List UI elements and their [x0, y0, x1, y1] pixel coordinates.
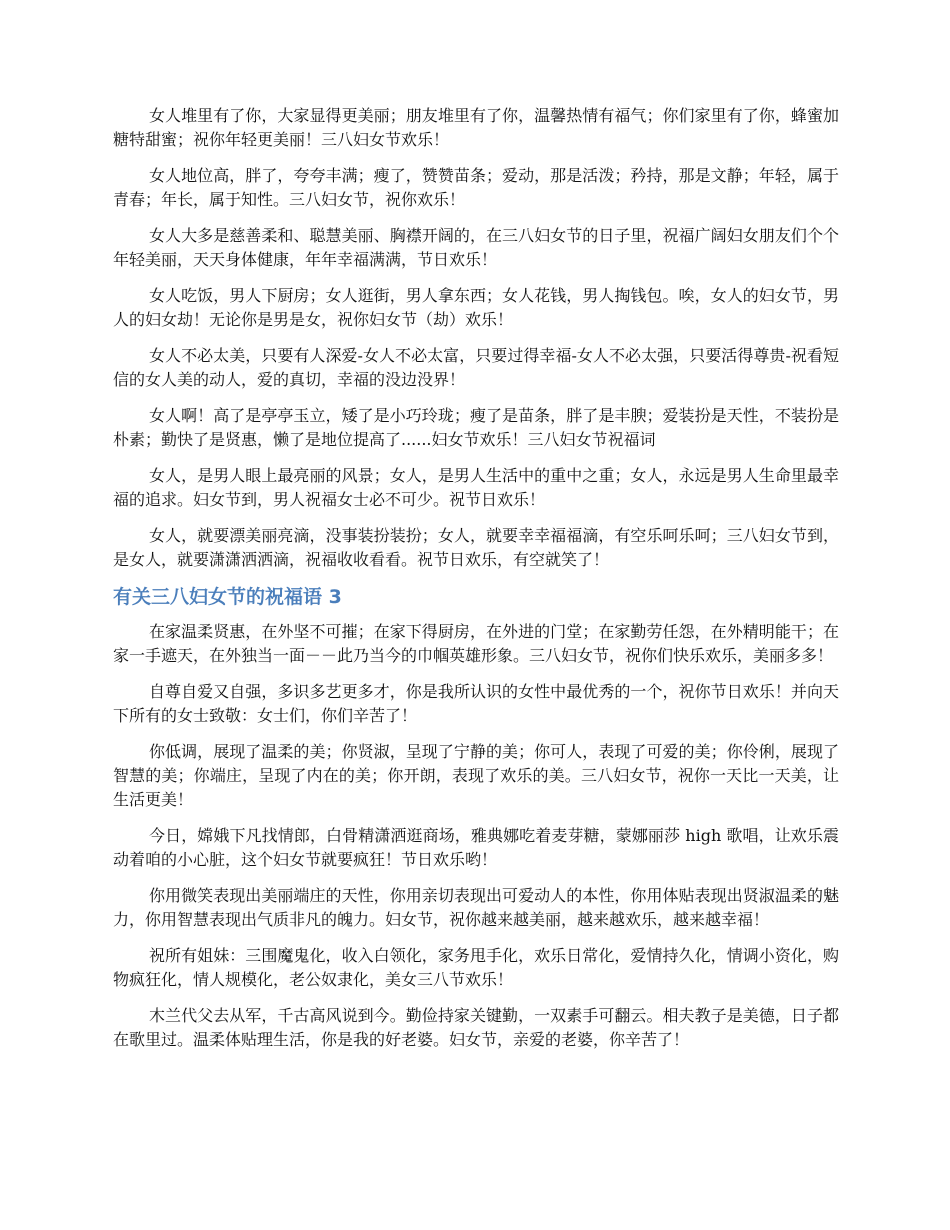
document-page [113, 104, 839, 1064]
section-heading: 有关三八妇女节的祝福语 3 [113, 586, 342, 608]
paragraph: 自尊自爱又自强，多识多艺更多才，你是我所认识的女性中最优秀的一个，祝你节日欢乐！并向天下所有的女士致敬：女士们，你们辛苦了！ [113, 682, 839, 725]
paragraph: 女人，是男人眼上最亮丽的风景；女人，是男人生活中的重中之重；女人，永远是男人生命里最幸福的追求。妇女节到，男人祝福女士必不可少。祝节日欢乐！ [113, 466, 839, 509]
paragraph: 今日，嫦娥下凡找情郎，白骨精潇洒逛商场，雅典娜吃着麦芽糖，蒙娜丽莎 high 歌唱，让欢乐震动着咱的小心脏，这个妇女节就要疯狂！节日欢乐哟！ [113, 826, 839, 869]
paragraph: 女人，就要漂美丽亮滴，没事装扮装扮；女人，就要幸幸福福滴，有空乐呵乐呵；三八妇女节到，是女人，就要潇潇洒洒滴，祝福收收看看。祝节日欢乐，有空就笑了！ [113, 526, 839, 569]
paragraph: 你用微笑表现出美丽端庄的天性，你用亲切表现出可爱动人的本性，你用体贴表现出贤淑温柔的魅力，你用智慧表现出气质非凡的魄力。妇女节，祝你越来越美丽，越来越欢乐，越来越幸福！ [113, 886, 839, 929]
paragraph: 女人不必太美，只要有人深爱-女人不必太富，只要过得幸福-女人不必太强，只要活得尊贵-祝看短信的女人美的动人，爱的真切，幸福的没边没界！ [113, 346, 839, 389]
paragraph: 女人大多是慈善柔和、聪慧美丽、胸襟开阔的，在三八妇女节的日子里，祝福广阔妇女朋友们个个年轻美丽，天天身体健康，年年幸福满满，节日欢乐！ [113, 226, 839, 269]
paragraph: 女人地位高，胖了，夸夸丰满；瘦了，赞赞苗条；爱动，那是活泼；矜持，那是文静；年轻，属于青春；年长，属于知性。三八妇女节，祝你欢乐！ [113, 166, 839, 209]
paragraph: 女人堆里有了你，大家显得更美丽；朋友堆里有了你，温馨热情有福气；你们家里有了你，蜂蜜加糖特甜蜜；祝你年轻更美丽！三八妇女节欢乐！ [113, 106, 839, 149]
paragraph: 女人吃饭，男人下厨房；女人逛街，男人拿东西；女人花钱，男人掏钱包。唉，女人的妇女节，男人的妇女劫！无论你是男是女，祝你妇女节（劫）欢乐！ [113, 286, 839, 329]
paragraph: 女人啊！高了是亭亭玉立，矮了是小巧玲珑；瘦了是苗条，胖了是丰腴；爱装扮是天性，不装扮是朴素；勤快了是贤惠，懒了是地位提高了......妇女节欢乐！三八妇女节祝福词 [113, 406, 839, 449]
paragraph: 木兰代父去从军，千古高风说到今。勤俭持家关键勤，一双素手可翻云。相夫教子是美德，日子都在歌里过。温柔体贴理生活，你是我的好老婆。妇女节，亲爱的老婆，你辛苦了！ [113, 1006, 839, 1049]
paragraph: 在家温柔贤惠，在外坚不可摧；在家下得厨房，在外进的门堂；在家勤劳任怨，在外精明能干；在家一手遮天，在外独当一面－－此乃当今的巾帼英雄形象。三八妇女节，祝你们快乐欢乐，美丽多多！ [113, 622, 839, 665]
paragraph: 你低调，展现了温柔的美；你贤淑，呈现了宁静的美；你可人，表现了可爱的美；你伶俐，展现了智慧的美；你端庄，呈现了内在的美；你开朗，表现了欢乐的美。三八妇女节，祝你一天比一天美，让生活更美！ [113, 742, 839, 809]
paragraph: 祝所有姐妹：三围魔鬼化，收入白领化，家务甩手化，欢乐日常化，爱情持久化，情调小资化，购物疯狂化，情人规模化，老公奴隶化，美女三八节欢乐！ [113, 946, 839, 989]
